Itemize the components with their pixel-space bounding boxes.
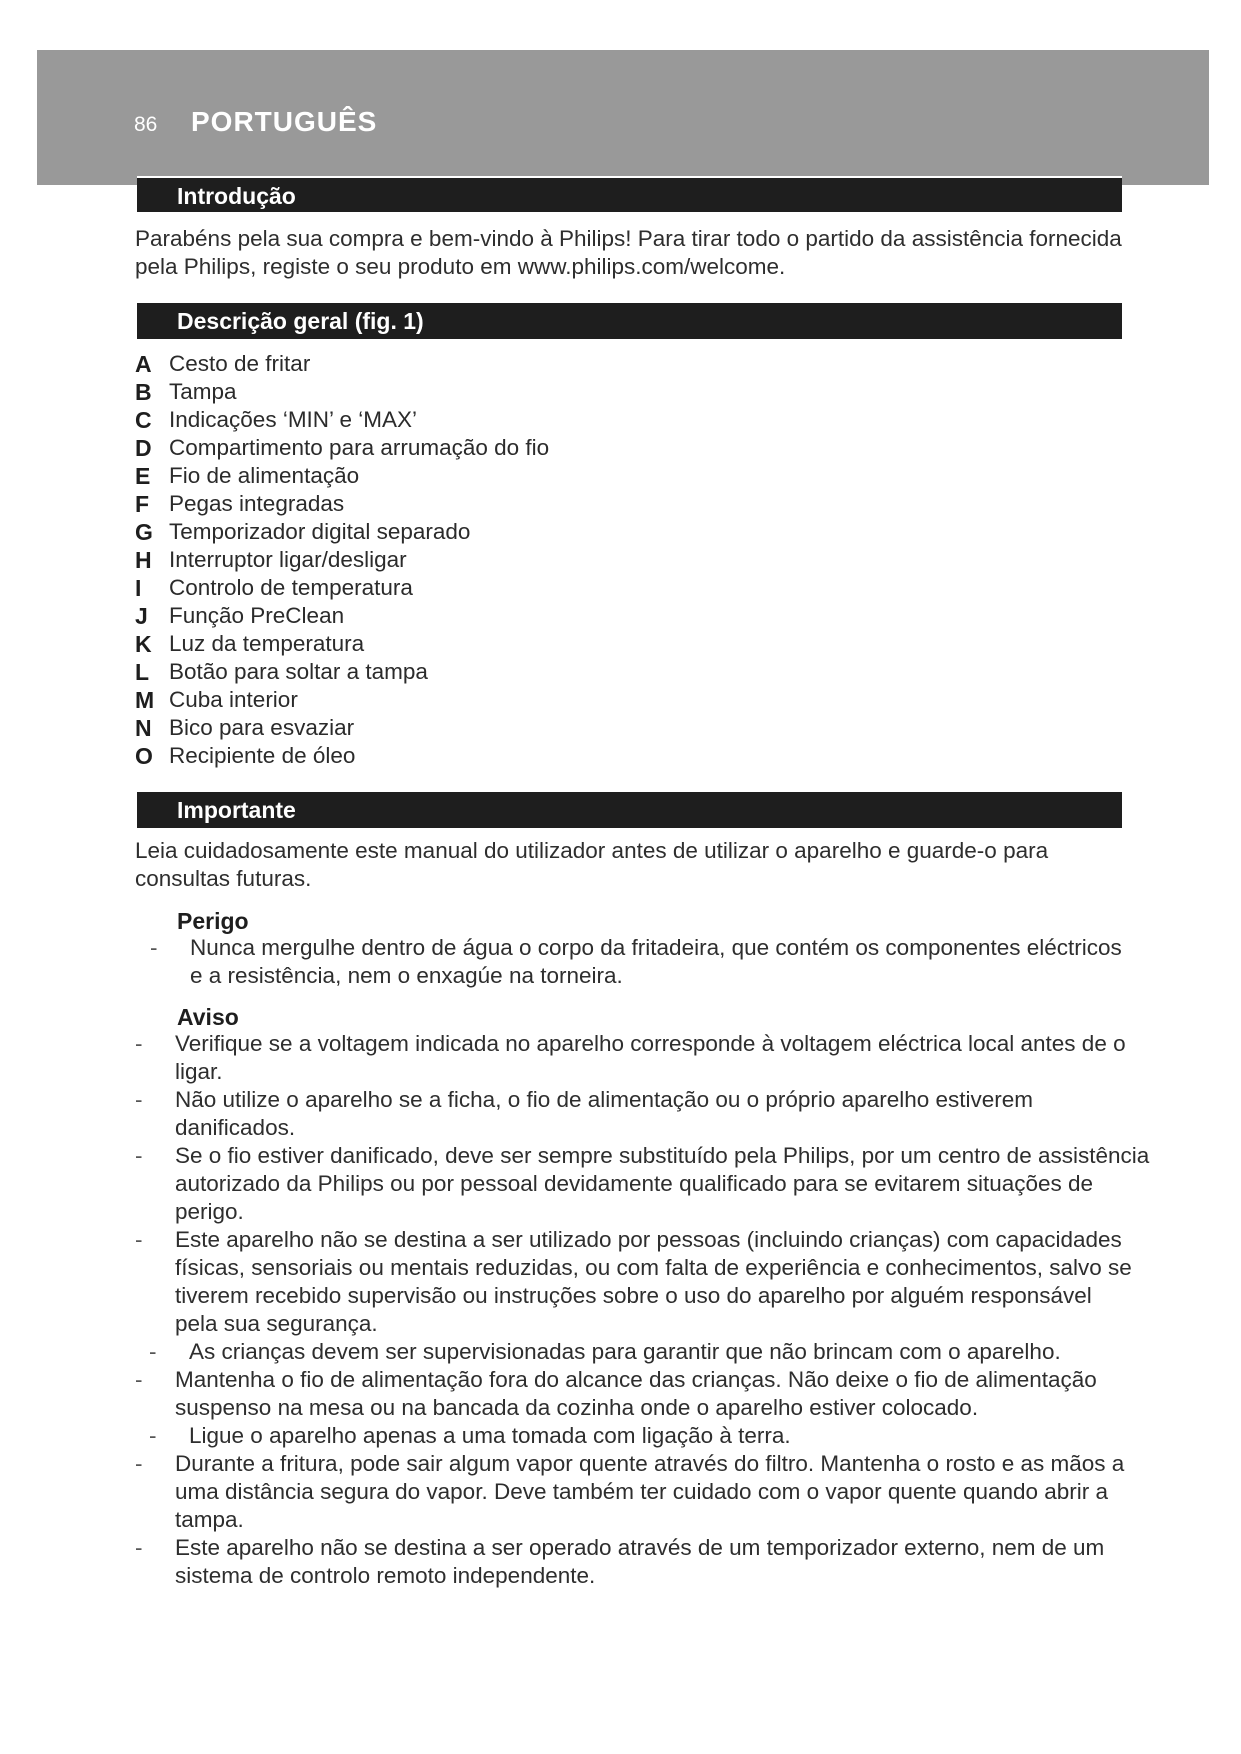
- part-letter: E: [135, 463, 151, 489]
- intro-line: Parabéns pela sua compra e bem-vindo à Philips! Para tirar todo o partido da assistência fornecida: [135, 226, 1122, 251]
- part-label: Função PreClean: [169, 603, 345, 628]
- intro-line: pela Philips, registe o seu produto em www.philips.com/welcome.: [135, 254, 786, 279]
- part-item: [135, 574, 549, 602]
- bullet-item: [135, 1030, 1149, 1086]
- bullet-dash: -: [150, 935, 158, 960]
- part-label: Recipiente de óleo: [169, 743, 356, 768]
- bullet-line: ligar.: [175, 1059, 223, 1084]
- part-item: [135, 546, 549, 574]
- bullet-item: [135, 1142, 1150, 1226]
- part-label: Controlo de temperatura: [169, 575, 413, 600]
- bullet-line: Este aparelho não se destina a ser operado através de um temporizador externo, nem de um: [175, 1535, 1105, 1560]
- part-item: [135, 518, 549, 546]
- part-letter: D: [135, 435, 152, 461]
- danger-list: [150, 934, 1122, 990]
- bullet-line: sistema de controlo remoto independente.: [175, 1563, 596, 1588]
- bullet-item: [135, 1366, 1149, 1422]
- bullet-line: danificados.: [175, 1115, 296, 1140]
- parts-list: [135, 350, 549, 770]
- section-title-intro: Introdução: [177, 183, 296, 209]
- part-label: Cesto de fritar: [169, 351, 311, 376]
- bullet-item: [135, 1450, 1149, 1534]
- part-item: [135, 714, 549, 742]
- part-label: Cuba interior: [169, 687, 298, 712]
- bullet-line: perigo.: [175, 1199, 244, 1224]
- part-item: [135, 462, 549, 490]
- bullet-item: [149, 1338, 1149, 1366]
- part-letter: N: [135, 715, 152, 741]
- section-header-intro: [137, 176, 1122, 212]
- part-item: [135, 686, 549, 714]
- part-item: [135, 602, 549, 630]
- bullet-line: Não utilize o aparelho se a ficha, o fio de alimentação ou o próprio aparelho estiverem: [175, 1087, 1034, 1112]
- section-header-description: [137, 303, 1122, 339]
- bullet-line: Durante a fritura, pode sair algum vapor quente através do filtro. Mantenha o rosto e as mãos a: [175, 1451, 1125, 1476]
- bullet-line: físicas, sensoriais ou mentais reduzidas, ou com falta de experiência e conhecimentos, salvo se: [175, 1255, 1132, 1280]
- part-letter: C: [135, 407, 152, 433]
- part-label: Pegas integradas: [169, 491, 345, 516]
- section-title-important: Importante: [177, 797, 296, 823]
- part-item: [135, 350, 549, 378]
- important-line: consultas futuras.: [135, 866, 312, 891]
- bullet-line: Nunca mergulhe dentro de água o corpo da fritadeira, que contém os componentes eléctricos: [190, 935, 1122, 960]
- bullet-dash: -: [135, 1367, 143, 1392]
- part-label: Interruptor ligar/desligar: [169, 547, 407, 572]
- important-line: Leia cuidadosamente este manual do utilizador antes de utilizar o aparelho e guarde-o para: [135, 838, 1049, 863]
- part-item: [135, 406, 549, 434]
- bullet-line: Mantenha o fio de alimentação fora do alcance das crianças. Não deixe o fio de alimentação: [175, 1367, 1097, 1392]
- part-label: Compartimento para arrumação do fio: [169, 435, 550, 460]
- part-label: Bico para esvaziar: [169, 715, 355, 740]
- part-letter: J: [135, 603, 148, 629]
- bullet-item: [135, 1226, 1149, 1338]
- bullet-dash: -: [135, 1227, 143, 1252]
- part-item: [135, 378, 549, 406]
- bullet-dash: -: [135, 1087, 143, 1112]
- bullet-dash: -: [135, 1031, 143, 1056]
- part-letter: K: [135, 631, 152, 657]
- part-letter: G: [135, 519, 153, 545]
- page-language-title: PORTUGUÊS: [191, 106, 378, 137]
- bullet-line: suspenso na mesa ou na bancada da cozinha onde o aparelho estiver colocado.: [175, 1395, 979, 1420]
- warning-list: [135, 1030, 1150, 1590]
- bullet-line: pela sua segurança.: [175, 1311, 378, 1336]
- part-label: Luz da temperatura: [169, 631, 365, 656]
- part-letter: M: [135, 687, 155, 713]
- bullet-line: As crianças devem ser supervisionadas para garantir que não brincam com o aparelho.: [189, 1339, 1061, 1364]
- bullet-line: Verifique se a voltagem indicada no aparelho corresponde à voltagem eléctrica local antes de o: [175, 1031, 1126, 1056]
- danger-heading: Perigo: [177, 908, 249, 934]
- part-label: Botão para soltar a tampa: [169, 659, 428, 684]
- bullet-line: Se o fio estiver danificado, deve ser sempre substituído pela Philips, por um centro de assistência: [175, 1143, 1150, 1168]
- bullet-line: autorizado da Philips ou por pessoal devidamente qualificado para se evitarem situações de: [175, 1171, 1094, 1196]
- part-item: [135, 630, 549, 658]
- part-letter: A: [135, 351, 152, 377]
- part-label: Temporizador digital separado: [169, 519, 471, 544]
- bullet-dash: -: [135, 1451, 143, 1476]
- bullet-item: [150, 934, 1122, 990]
- part-letter: I: [135, 575, 142, 601]
- bullet-line: Ligue o aparelho apenas a uma tomada com ligação à terra.: [189, 1423, 791, 1448]
- part-letter: H: [135, 547, 152, 573]
- part-letter: F: [135, 491, 150, 517]
- page-number: 86: [134, 113, 158, 136]
- section-header-important: [137, 792, 1122, 828]
- bullet-line: tiverem recebido supervisão ou instruções sobre o uso do aparelho por alguém responsável: [175, 1283, 1092, 1308]
- bullet-dash: -: [149, 1423, 157, 1448]
- part-label: Fio de alimentação: [169, 463, 360, 488]
- intro-paragraph: [135, 225, 1130, 281]
- bullet-dash: -: [135, 1535, 143, 1560]
- bullet-line: e a resistência, nem o enxagúe na torneira.: [190, 963, 623, 988]
- bullet-line: Este aparelho não se destina a ser utilizado por pessoas (incluindo crianças) com capacidades: [175, 1227, 1122, 1252]
- bullet-dash: -: [135, 1143, 143, 1168]
- bullet-line: uma distância segura do vapor. Deve também ter cuidado com o vapor quente quando abrir a: [175, 1479, 1109, 1504]
- bullet-dash: -: [149, 1339, 157, 1364]
- warning-heading: Aviso: [177, 1004, 239, 1030]
- part-item: [135, 742, 549, 770]
- bullet-item: [149, 1422, 1149, 1450]
- part-letter: O: [135, 743, 153, 769]
- bullet-item: [135, 1534, 1149, 1590]
- part-item: [135, 490, 549, 518]
- part-item: [135, 658, 549, 686]
- part-label: Indicações ‘MIN’ e ‘MAX’: [169, 407, 417, 432]
- part-letter: B: [135, 379, 152, 405]
- part-letter: L: [135, 659, 150, 685]
- important-paragraph: [135, 837, 1130, 893]
- bullet-line: tampa.: [175, 1507, 244, 1532]
- part-label: Tampa: [169, 379, 237, 404]
- section-title-description: Descrição geral (fig. 1): [177, 308, 424, 334]
- part-item: [135, 434, 549, 462]
- bullet-item: [135, 1086, 1149, 1142]
